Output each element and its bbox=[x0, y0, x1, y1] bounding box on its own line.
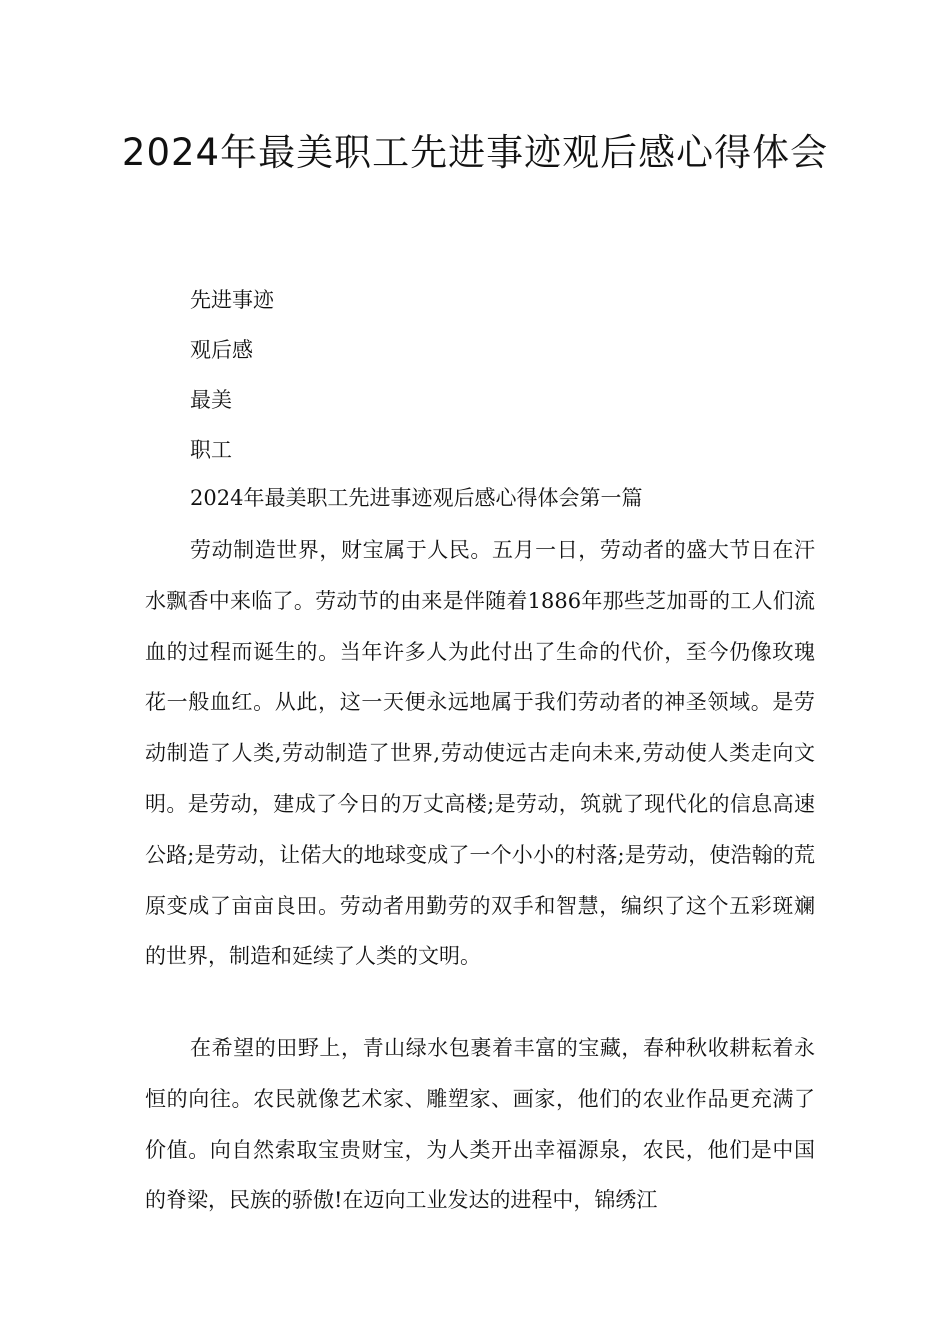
section-title: 2024年最美职工先进事迹观后感心得体会第一篇 bbox=[190, 486, 643, 510]
paragraph-1: 劳动制造世界，财宝属于人民。五月一日，劳动者的盛大节日在汗水飘香中来临了。劳动节的由来是伴随着1886年那些芝加哥的工人们流血的过程而诞生的。当年许多人为此付出了生命的代价，至今仍像玫瑰花一般血红。从此，这一天便永远地属于我们劳动者的神圣领域。是劳动制造了人类,劳动制造了世界,劳动使远古走向未来,劳动使人类走向文明。是劳动，建成了今日的万丈高楼;是劳动，筑就了现代化的信息高速公路;是劳动，让偌大的地球变成了一个小小的村落;是劳动，使浩翰的荒原变成了亩亩良田。劳动者用勤劳的双手和智慧，编织了这个五彩斑斓的世界，制造和延续了人类的文明。 bbox=[145, 538, 815, 969]
keyword-4: 职工 bbox=[190, 438, 232, 462]
document-title: 2024年最美职工先进事迹观后感心得体会 bbox=[121, 131, 829, 174]
keyword-2: 观后感 bbox=[190, 338, 253, 362]
paragraph-2: 在希望的田野上，青山绿水包裹着丰富的宝藏，春种秋收耕耘着永恒的向往。农民就像艺术家、雕塑家、画家，他们的农业作品更充满了价值。向自然索取宝贵财宝，为人类开出幸福源泉，农民，他们是中国的脊梁，民族的骄傲!在迈向工业发达的进程中，锦绣江 bbox=[145, 1036, 815, 1213]
keyword-1: 先进事迹 bbox=[190, 288, 274, 312]
keyword-3: 最美 bbox=[190, 388, 232, 412]
